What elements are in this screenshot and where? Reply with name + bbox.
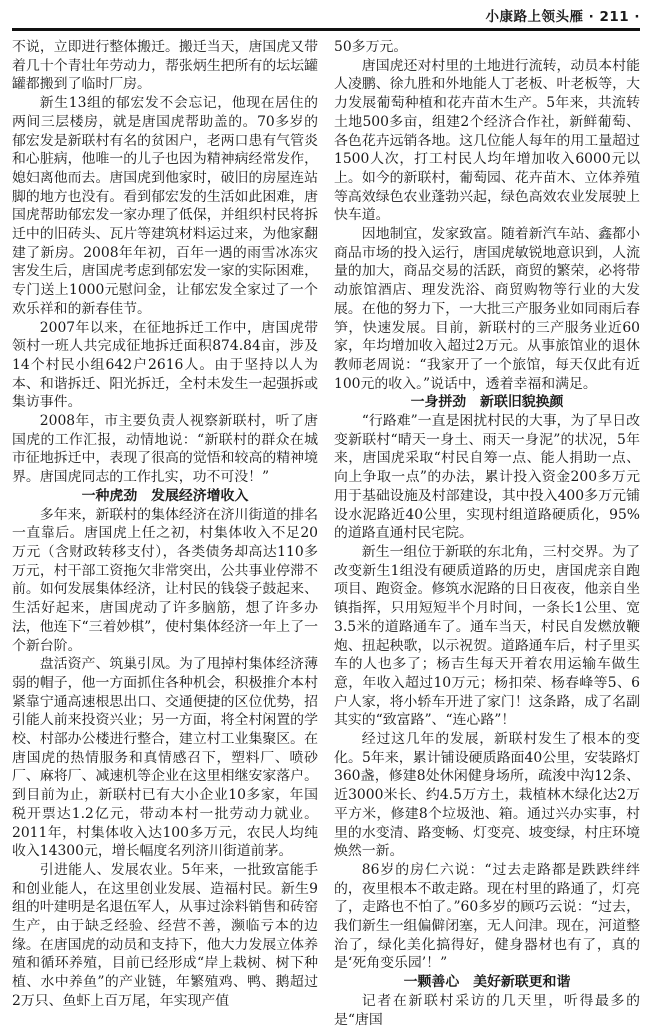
paragraph: 86岁的房仁六说：“过去走路都是跌跌绊绊的，夜里根本不敢走路。现在村里的路通了，灯亮了，走路也不怕了。”60多岁的顾巧云说：“过去，我们新生一组偏僻闭塞，无人问津。现在，河道整治了，绿化美化搞得好，健身器材也有了，真的是‘死角变乐园’！” — [334, 861, 640, 972]
right-column — [334, 38, 640, 1029]
section-heading: 一身拼劲 新联旧貌换颜 — [410, 394, 564, 411]
paragraph: 2007年以来，在征地拆迁工作中，唐国虎带领村一班人共完成征地拆迁面积874.84亩，涉及14个村民小组642户2616人。由于坚持以人为本、和谐拆迁、阳光拆迁，全村未发生一起强拆或集访事件。 — [12, 319, 318, 411]
section-heading: 一颗善心 美好新联更和谐 — [403, 974, 571, 991]
paragraph: “行路难”一直是困扰村民的大事，为了早日改变新联村“晴天一身土、雨天一身泥”的状况，5年来，唐国虎采取“村民自筹一点、能人捐助一点、向上争取一点”的办法，累计投入资金200多万元用于基础设施及村部建设，其中投入400多万元铺设水泥路近40公里，实现村组道路硬质化，95%的道路直通村民宅院。 — [334, 413, 640, 542]
running-header — [485, 5, 640, 25]
paragraph: 新生13组的郁宏发不会忘记，他现在居住的两间三层楼房，就是唐国虎帮助盖的。70多岁的郁宏发是新联村有名的贫困户，老两口患有气管炎和心脏病，他唯一的儿子也因为精神病经常发作，媳妇离他而去。唐国虎到他家时，破旧的房屋连站脚的地方也没有。看到郁宏发的生活如此困难，唐国虎帮助郁宏发一家办理了低保，并组织村民将拆迁中的旧砖头、瓦片等建筑材料运过来，为他家翻建了新房。2008年年初，百年一遇的雨雪冰冻灾害发生后，唐国虎考虑到郁宏发一家的实际困难，专门送上1000元慰问金，让郁宏发全家过了一个欢乐祥和的新春佳节。 — [12, 95, 318, 317]
section-heading: 一种虎劲 发展经济增收入 — [81, 487, 249, 504]
paragraph: 2008年，市主要负责人视察新联村，听了唐国虎的工作汇报，动情地说：“新联村的群众在城市征地拆迁中，表现了很高的觉悟和较高的精神境界。唐国虎同志的工作扎实，功不可没！” — [12, 413, 318, 486]
paragraph: 盘活资产、筑巢引凤。为了甩掉村集体经济薄弱的帽子，他一方面抓住各种机会，积极推介本村紧靠宁通高速根思出口、交通便捷的区位优势，招引能人前来投资兴业；另一方面，将全村闲置的学校、村部办公楼进行整合，建立村工业集聚区。在唐国虎的热情服务和真情感召下，塑料厂、喷砂厂、麻将厂、减速机等企业在这里相继安家落户。到目前为止，新联村已有大小企业10多家，年国税开票达1.2亿元，带动本村一批劳动力就业。2011年，村集体收入达100多万元，农民人均纯收入14300元，增长幅度名列济川街道前茅。 — [12, 656, 318, 860]
left-column — [12, 38, 318, 1011]
paragraph: 因地制宜，发家致富。随着新汽车站、鑫都小商品市场的投入运行，唐国虎敏锐地意识到，人流量的加大，商品交易的活跃，商贸的繁荣，必将带动旅馆酒店、理发洗浴、商贸购物等行业的大发展。在他的努力下，一大批三产服务业如同雨后春笋，快速发展。目前，新联村的三产服务业近60家，年均增加收入超过2万元。从事旅馆业的退休教师老周说：“我家开了一个旅馆，每天仅此有近100元的收入。”说话中，透着幸福和满足。 — [334, 226, 640, 392]
paragraph: 新生一组位于新联的东北角，三村交界。为了改变新生1组没有硬质道路的历史，唐国虎亲自跑项目、跑资金。修筑水泥路的日日夜夜，他亲自坐镇指挥，只用短短半个月时间，一条长1公里、宽3.5米的道路通车了。通车当天，村民自发燃放鞭炮、扭起秧歌，以示祝贺。道路通车后，村子里买车的人也多了；杨吉生每天开着农用运输车做生意，年收入超过10万元；杨扣荣、杨春峰等5、6户人家，将小轿车开进了家门！这条路，成了名副其实的“致富路”、“连心路”！ — [334, 543, 640, 729]
paragraph: 记者在新联村采访的几天里，听得最多的是“唐国 — [334, 992, 640, 1028]
paragraph: 不说，立即进行整体搬迁。搬迁当天，唐国虎又带着几十个青壮年劳动力，帮张炳生把所有的坛坛罐罐都搬到了临时厂房。 — [12, 39, 318, 93]
page-number: · 211 · — [588, 9, 640, 25]
paragraph: 多年来，新联村的集体经济在济川街道的排名一直靠后。唐国虎上任之初，村集体收入不足20万元（含财政转移支付），各类债务却高达110多万元，村干部工资拖欠非常突出，公共事业停滞不前。如何发展集体经济，让村民的钱袋子鼓起来、生活好起来，唐国虎动了许多脑筋，想了许多办法，他连下“三着妙棋”，使村集体经济一年上了一个新台阶。 — [12, 506, 318, 654]
paragraph: 引进能人、发展农业。5年来，一批致富能手和创业能人，在这里创业发展、造福村民。新生9组的叶建明是名退伍军人，从事过涂料销售和砖窑生产，由于缺乏经验、经营不善，濒临亏本的边缘。在唐国虎的动员和支持下，他大力发展立体养殖和循环养殖，目前已经形成“岸上栽树、树下种植、水中养鱼”的产业链，年繁殖鸡、鸭、鹅超过2万只、鱼虾上百万尾，年实现产值 — [12, 861, 318, 1009]
paragraph: 经过这几年的发展，新联村发生了根本的变化。5年来，累计铺设硬质路面40公里，安装路灯360盏，修建8处休闲健身场所，疏浚中沟12条、近3000米长、约4.5万方土，栽植林木绿化达2万平方米，修建8个垃圾池、箱。通过兴办实事，村里的水变清、路变畅、灯变亮、坡变绿，村庄环境焕然一新。 — [334, 731, 640, 860]
paragraph: 50多万元。 — [334, 39, 408, 55]
header-rule — [12, 28, 640, 31]
paragraph: 唐国虎还对村里的土地进行流转，动员本村能人凌鹏、徐九胜和外地能人丁老板、叶老板等，大力发展葡萄种植和花卉苗木生产。5年来，共流转土地500多亩，组建2个经济合作社，新鲜葡萄、各色花卉远销各地。这几位能人每年的用工量超过1500人次，打工村民人均年增加收入6000元以上。如今的新联村，葡萄园、花卉苗木、立体养殖等高效绿色农业蓬勃兴起，绿色高效农业发展驶上快车道。 — [334, 57, 640, 224]
running-title: 小康路上领头雁 — [485, 9, 584, 25]
